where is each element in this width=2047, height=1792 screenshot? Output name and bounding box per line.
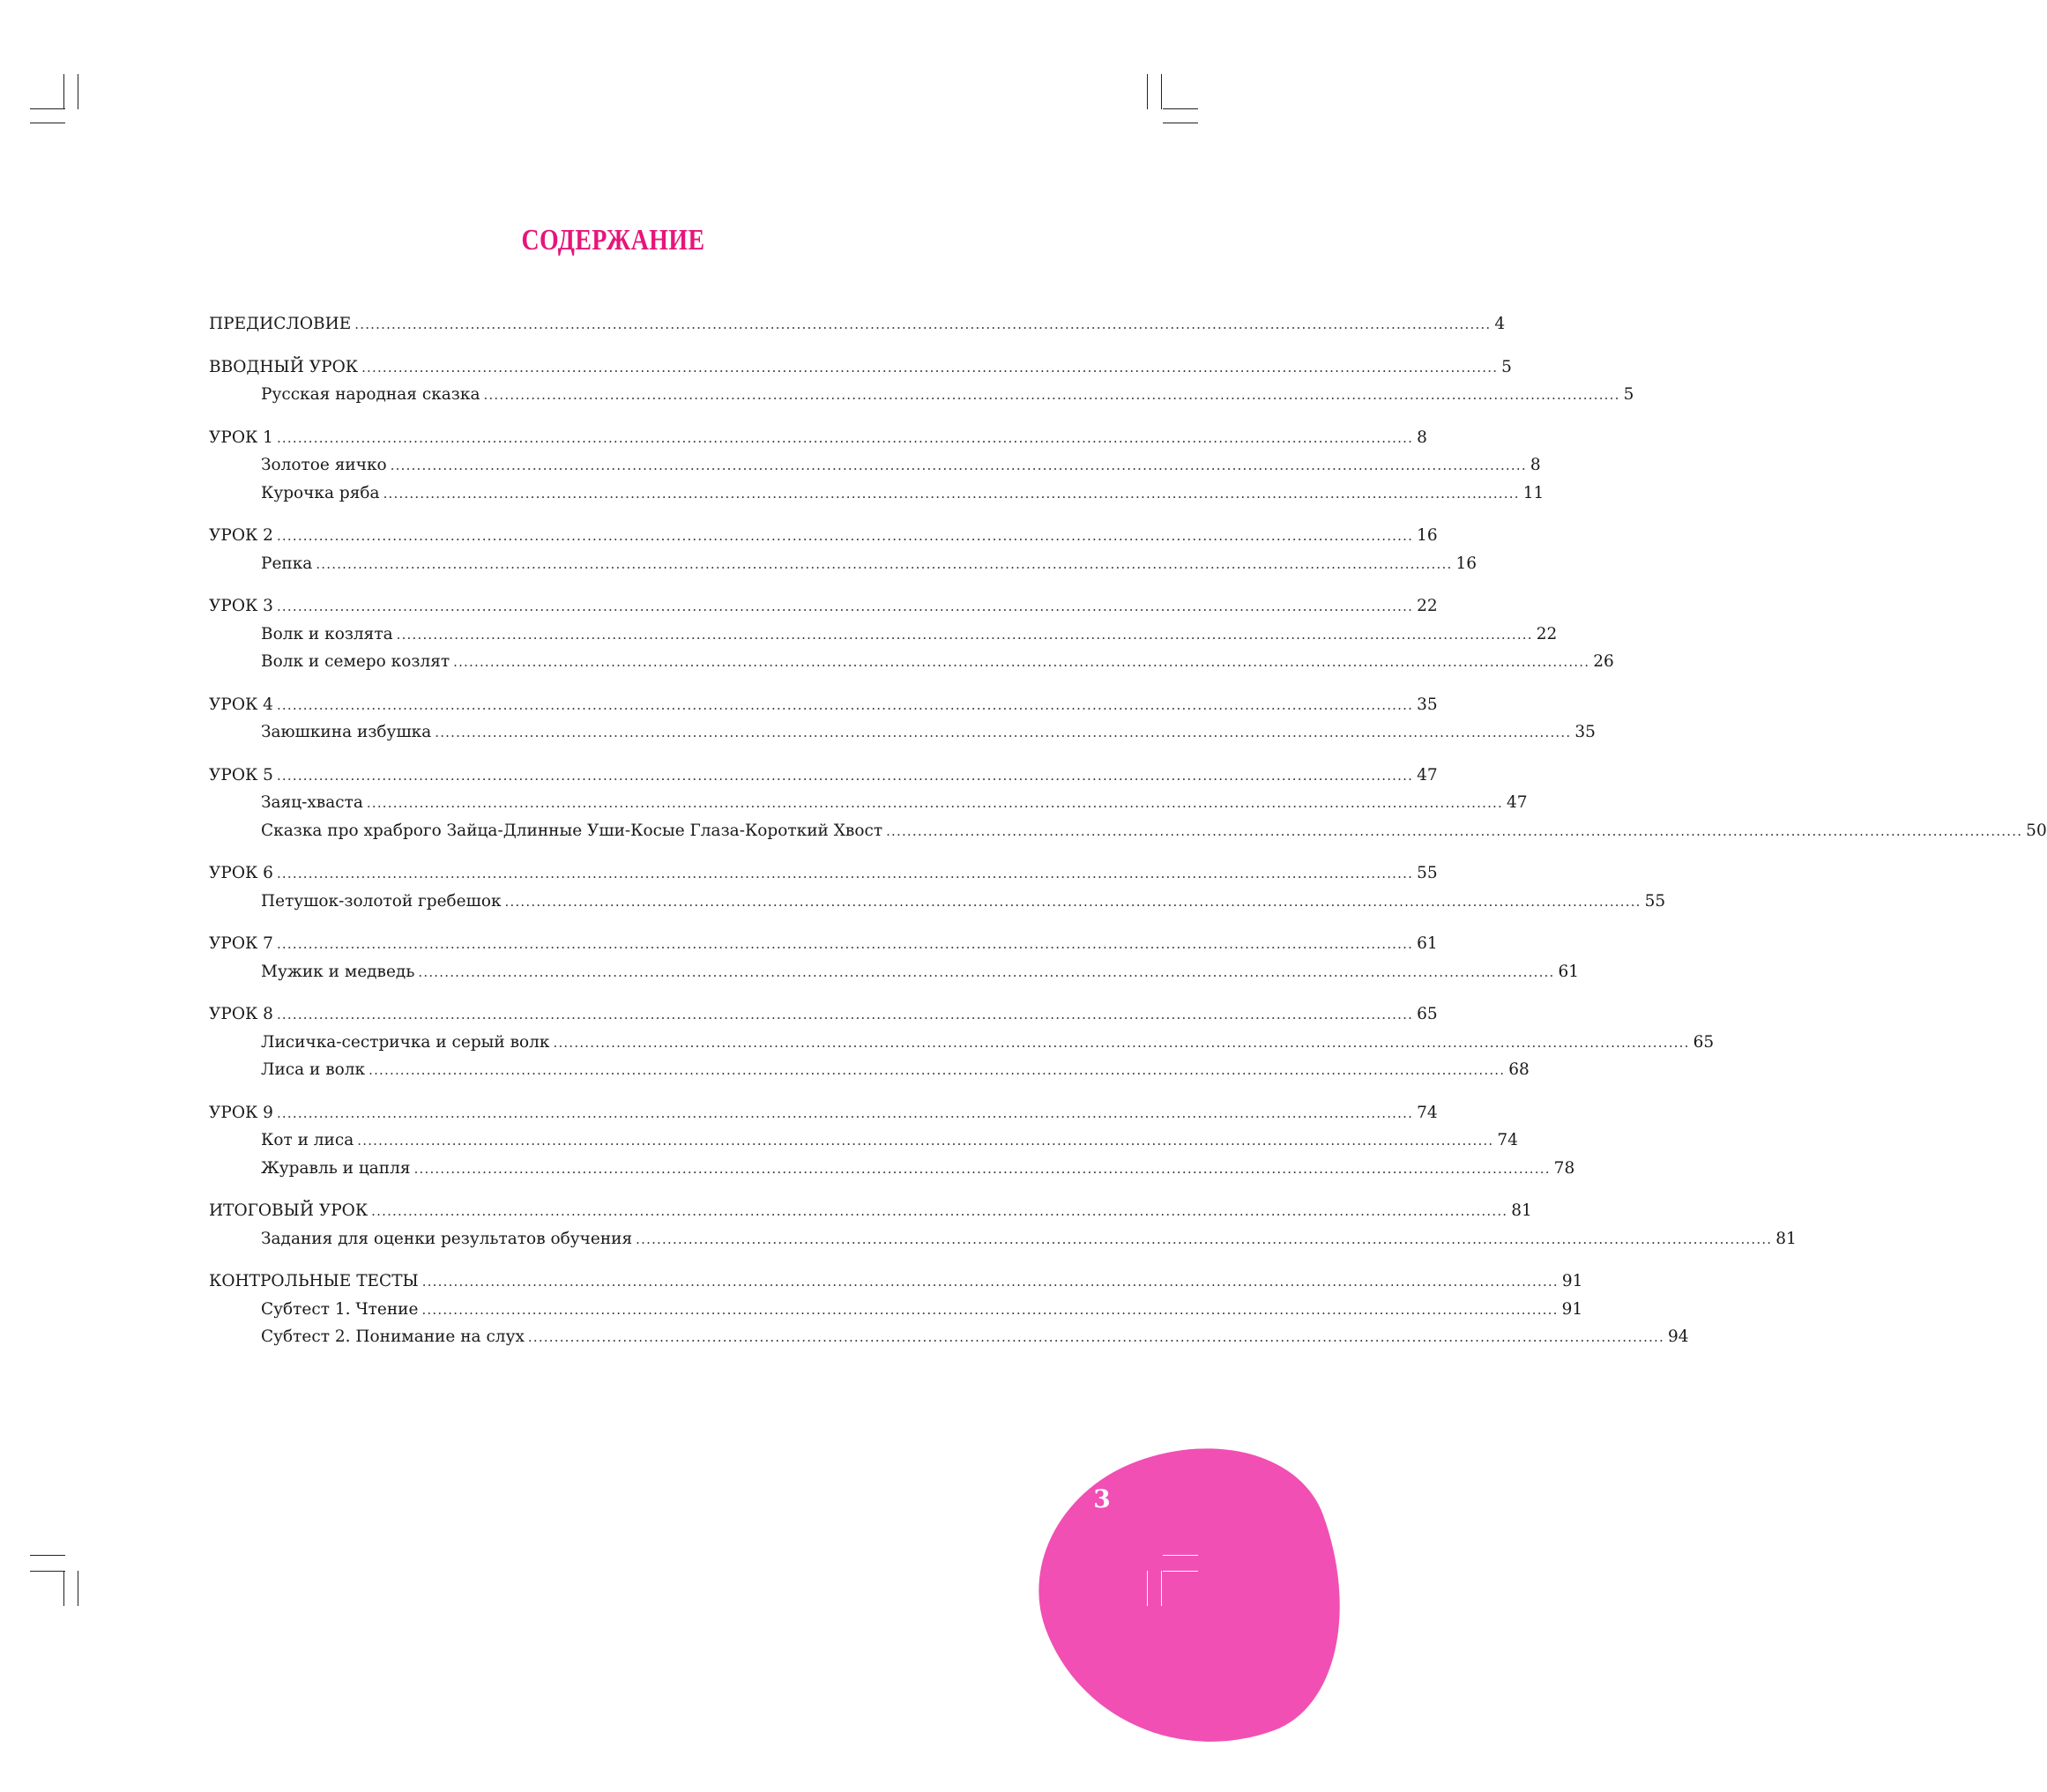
toc-label: Заяц-хваста (261, 793, 363, 812)
toc-section (209, 859, 1438, 888)
toc-page-number: 16 (1417, 526, 1438, 545)
toc-group (209, 930, 1580, 985)
page-title: СОДЕРЖАНИЕ (521, 224, 705, 257)
toc-page-number: 22 (1417, 597, 1438, 615)
toc-page-number: 81 (1775, 1229, 1797, 1248)
toc-label: Субтест 1. Чтение (261, 1299, 419, 1319)
toc-group (209, 310, 1506, 338)
dot-leader: ........................................................................................................................................................................................................................ (383, 485, 1520, 502)
toc-group (209, 592, 1614, 676)
toc-section (209, 930, 1438, 958)
toc-page-number: 8 (1417, 428, 1427, 447)
toc-label: Русская народная сказка (261, 385, 480, 404)
toc-group (209, 691, 1596, 747)
toc-label: Лисичка-сестричка и серый волк (261, 1032, 550, 1052)
toc-label: Лиса и волк (261, 1060, 366, 1079)
dot-leader: ........................................................................................................................................................................................................................ (390, 457, 1527, 473)
toc-page-number: 47 (1507, 793, 1528, 812)
toc-section (209, 310, 1506, 338)
dot-leader: ........................................................................................................................................................................................................................ (276, 767, 1414, 784)
toc-group (209, 1099, 1575, 1183)
toc-subitem (209, 1323, 1689, 1351)
toc-page-number: 26 (1593, 652, 1614, 671)
toc-label: Курочка ряба (261, 483, 380, 502)
toc-group (209, 424, 1545, 508)
toc-page-number: 5 (1623, 385, 1634, 404)
toc-label: Золотое яичко (261, 456, 387, 474)
dot-leader: ........................................................................................................................................................................................................................ (553, 1034, 1690, 1051)
dot-leader: ........................................................................................................................................................................................................................ (276, 696, 1414, 713)
toc-label: Волк и козлята (261, 624, 393, 643)
dot-leader: ........................................................................................................................................................................................................................ (276, 429, 1414, 446)
toc-page-number: 74 (1497, 1131, 1518, 1149)
toc-group (209, 859, 1666, 915)
page-number-blob (1002, 1408, 1387, 1792)
toc-section (209, 1000, 1438, 1029)
dot-leader: ........................................................................................................................................................................................................................ (276, 528, 1414, 544)
crop-mark (1161, 1571, 1162, 1606)
toc-section (209, 592, 1438, 621)
toc-subitem (209, 718, 1596, 747)
toc-page-number: 65 (1417, 1005, 1438, 1023)
toc-label: Субтест 2. Понимание на слух (261, 1327, 525, 1346)
toc-subitem (209, 789, 1528, 817)
dot-leader: ........................................................................................................................................................................................................................ (361, 359, 1499, 376)
crop-mark (30, 1571, 65, 1572)
toc-page-number: 5 (1501, 357, 1512, 376)
toc-subitem (209, 451, 1541, 480)
toc-page-number: 55 (1644, 891, 1666, 911)
dot-leader: ........................................................................................................................................................................................................................ (371, 1203, 1508, 1219)
toc-page-number: 11 (1522, 483, 1545, 502)
toc-subitem (209, 550, 1477, 578)
toc-page-number: 22 (1536, 624, 1558, 643)
toc-section (209, 522, 1438, 550)
toc-section (209, 1099, 1438, 1127)
table-of-contents (209, 310, 2047, 1366)
dot-leader: ........................................................................................................................................................................................................................ (435, 725, 1572, 740)
toc-label: Волк и семеро козлят (261, 652, 450, 671)
toc-label: УРОК 8 (209, 1005, 273, 1023)
dot-leader: ........................................................................................................................................................................................................................ (354, 316, 1492, 332)
toc-subitem (209, 1155, 1575, 1183)
toc-label: Петушок-золотой гребешок (261, 891, 502, 911)
toc-page-number: 35 (1574, 723, 1596, 741)
toc-label: Сказка про храброго Зайца-Длинные Уши-Косые Глаза-Короткий Хвост (261, 821, 883, 840)
toc-page-number: 35 (1417, 695, 1438, 714)
toc-page-number: 68 (1508, 1060, 1530, 1079)
crop-mark (1147, 1571, 1148, 1606)
dot-leader: ........................................................................................................................................................................................................................ (368, 1062, 1506, 1078)
dot-leader: ........................................................................................................................................................................................................................ (421, 1301, 1559, 1318)
toc-label: УРОК 5 (209, 765, 273, 784)
toc-label: Репка (261, 554, 313, 573)
toc-label: Кот и лиса (261, 1131, 354, 1149)
dot-leader: ........................................................................................................................................................................................................................ (413, 1160, 1551, 1177)
toc-section (209, 353, 1512, 382)
toc-group (209, 762, 2047, 845)
crop-mark (1147, 74, 1148, 109)
toc-label: УРОК 4 (209, 695, 273, 714)
dot-leader: ........................................................................................................................................................................................................................ (636, 1231, 1773, 1247)
toc-page-number: 4 (1494, 315, 1506, 333)
toc-section (209, 1268, 1583, 1296)
toc-subitem (209, 1127, 1518, 1155)
toc-group (209, 1197, 1797, 1253)
toc-label: УРОК 9 (209, 1103, 273, 1122)
toc-page-number: 74 (1417, 1103, 1438, 1122)
toc-label: УРОК 7 (209, 934, 273, 953)
dot-leader: ........................................................................................................................................................................................................................ (418, 963, 1555, 980)
crop-mark (1163, 1555, 1198, 1556)
dot-leader: ........................................................................................................................................................................................................................ (276, 936, 1414, 952)
dot-leader: ........................................................................................................................................................................................................................ (453, 654, 1590, 670)
toc-label: УРОК 6 (209, 864, 273, 882)
toc-label: УРОК 3 (209, 597, 273, 615)
toc-page-number: 94 (1668, 1327, 1689, 1346)
toc-label: УРОК 1 (209, 428, 273, 447)
dot-leader: ........................................................................................................................................................................................................................ (886, 822, 2023, 839)
toc-subitem (209, 1056, 1530, 1084)
toc-page-number: 91 (1561, 1299, 1583, 1319)
toc-section (209, 691, 1438, 719)
toc-page-number: 78 (1553, 1158, 1575, 1178)
toc-subitem (209, 621, 1558, 649)
toc-label: КОНТРОЛЬНЫЕ ТЕСТЫ (209, 1272, 419, 1290)
toc-subitem (209, 958, 1580, 986)
toc-subitem (209, 480, 1545, 508)
toc-label: Задания для оценки результатов обучения (261, 1229, 633, 1248)
toc-label: ВВОДНЫЙ УРОК (209, 357, 359, 376)
toc-subitem (209, 1029, 1715, 1057)
toc-section (209, 424, 1427, 452)
toc-section (209, 1197, 1532, 1225)
toc-label: Мужик и медведь (261, 962, 415, 981)
toc-page-number: 16 (1455, 554, 1477, 573)
toc-subitem (209, 1296, 1583, 1324)
dot-leader: ........................................................................................................................................................................................................................ (357, 1133, 1494, 1149)
toc-page-number: 55 (1417, 864, 1438, 882)
toc-group (209, 1000, 1715, 1084)
crop-mark (1161, 74, 1162, 109)
toc-section (209, 762, 1438, 790)
dot-leader: ........................................................................................................................................................................................................................ (396, 626, 1533, 643)
toc-page-number: 65 (1693, 1032, 1715, 1052)
crop-mark (30, 108, 65, 109)
toc-group (209, 353, 1634, 409)
dot-leader: ........................................................................................................................................................................................................................ (276, 1104, 1414, 1121)
toc-label: ПРЕДИСЛОВИЕ (209, 315, 352, 333)
toc-subitem (209, 817, 2047, 845)
toc-subitem (209, 1225, 1797, 1253)
page-number: 3 (1093, 1484, 1111, 1513)
crop-mark (1163, 1571, 1198, 1572)
crop-mark (1163, 108, 1198, 109)
dot-leader: ........................................................................................................................................................................................................................ (483, 387, 1620, 403)
toc-subitem (209, 888, 1666, 916)
crop-mark (30, 1555, 65, 1556)
toc-label: Заюшкина избушка (261, 723, 432, 741)
toc-page-number: 50 (2026, 821, 2047, 840)
toc-page-number: 8 (1530, 456, 1541, 474)
dot-leader: ........................................................................................................................................................................................................................ (276, 599, 1414, 614)
dot-leader: ........................................................................................................................................................................................................................ (316, 555, 1453, 572)
toc-page-number: 91 (1561, 1272, 1583, 1290)
toc-label: Журавль и цапля (261, 1158, 411, 1178)
toc-subitem (209, 381, 1634, 409)
dot-leader: ........................................................................................................................................................................................................................ (366, 795, 1503, 811)
dot-leader: ........................................................................................................................................................................................................................ (276, 866, 1414, 881)
toc-group (209, 522, 1477, 577)
crop-mark (63, 74, 64, 109)
toc-label: УРОК 2 (209, 526, 273, 545)
dot-leader: ........................................................................................................................................................................................................................ (421, 1274, 1559, 1290)
dot-leader: ........................................................................................................................................................................................................................ (276, 1007, 1414, 1022)
toc-subitem (209, 648, 1614, 676)
dot-leader: ........................................................................................................................................................................................................................ (527, 1329, 1664, 1345)
toc-page-number: 81 (1511, 1201, 1532, 1220)
toc-group (209, 1268, 1689, 1351)
toc-page-number: 47 (1417, 765, 1438, 784)
toc-page-number: 61 (1417, 934, 1438, 953)
crop-mark (63, 1571, 64, 1606)
toc-label: ИТОГОВЫЙ УРОК (209, 1201, 368, 1220)
dot-leader: ........................................................................................................................................................................................................................ (504, 893, 1641, 910)
toc-page-number: 61 (1558, 962, 1580, 981)
